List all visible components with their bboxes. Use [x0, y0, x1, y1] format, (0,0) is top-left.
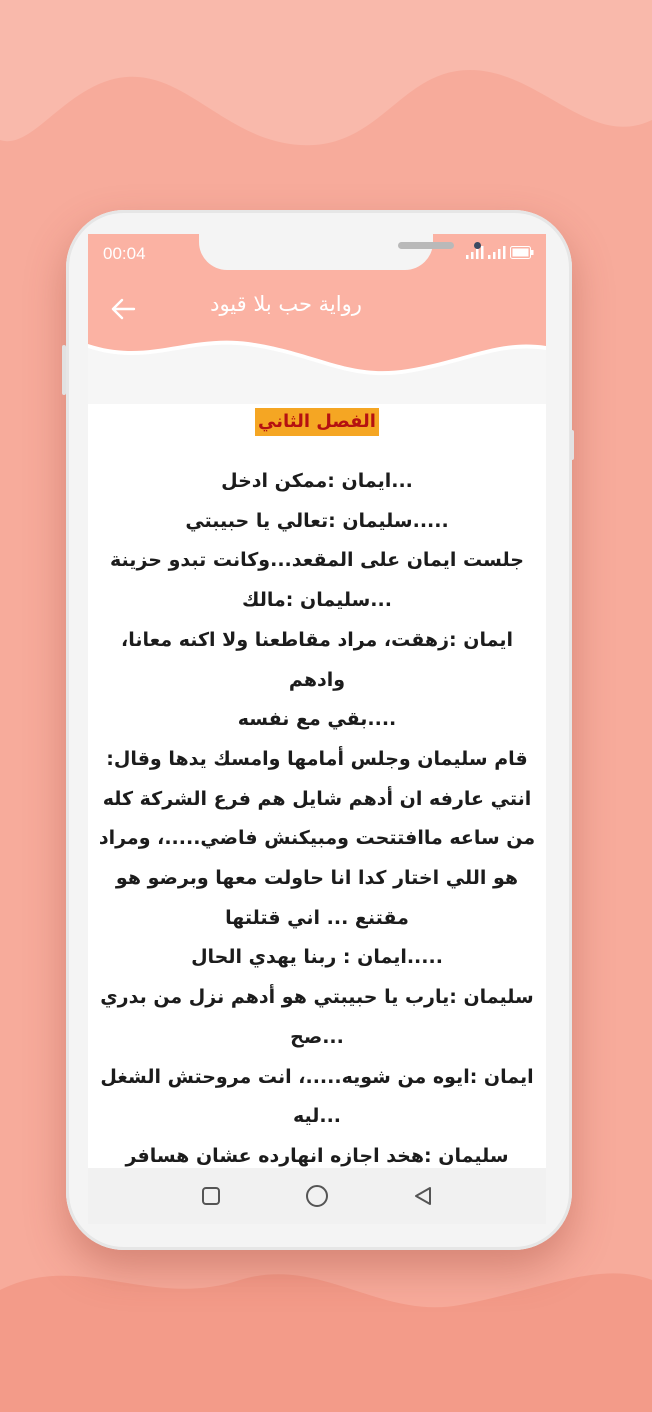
battery-icon — [510, 246, 534, 259]
triangle-back-icon — [412, 1185, 434, 1207]
square-icon — [201, 1186, 221, 1206]
circle-icon — [305, 1184, 329, 1208]
front-camera — [474, 242, 481, 249]
arrow-left-icon[interactable] — [110, 296, 136, 322]
story-content[interactable] — [88, 390, 546, 1168]
app-header — [88, 234, 546, 404]
chapter-title: الفصل الثاني — [255, 408, 379, 436]
top-background-wave — [0, 0, 652, 170]
speaker-grille — [398, 242, 454, 249]
phone-side-button — [570, 430, 574, 460]
story-text: ...ايمان :ممكن ادخل .....سليمان :تعالي يا حبيبتي جلست ايمان على المقعد...وكانت تبدو حزينة ...سليمان :مالك ايمان :زهقت، مراد مقاطعنا ولا اكنه معانا، وادهم ....بقي مع نفسه قام سليمان وجلس أمامها وامسك يدها وقال: انتي عارفه ان أدهم شايل هم فرع الشركة كله من ساعه ماافتتحت ومبيكنش فاضي.....، ومراد هو اللي اختار كدا انا حاولت معها وبرضو هو مقتنع ... اني قتلتها .....ايمان : ربنا يهدي الحال سليمان :يارب يا حبيبتي هو أدهم نزل من بدري ...صح ايمان :ايوه من شويه.....، انت مروحتش الشغل ...ليه سليمان :هخد اجازه انهارده عشان هسافر — [98, 470, 536, 1167]
signal-icon — [488, 246, 506, 259]
home-button[interactable] — [303, 1182, 331, 1210]
recents-button[interactable] — [197, 1182, 225, 1210]
navigation-bar — [88, 1168, 546, 1224]
phone-screen — [88, 234, 546, 1224]
bottom-background-wave — [0, 1250, 652, 1412]
page-title: رواية حب بلا قيود — [210, 292, 362, 316]
phone-notch — [199, 234, 433, 270]
phone-side-button — [62, 345, 66, 395]
back-button[interactable] — [409, 1182, 437, 1210]
status-time: 00:04 — [103, 244, 146, 263]
